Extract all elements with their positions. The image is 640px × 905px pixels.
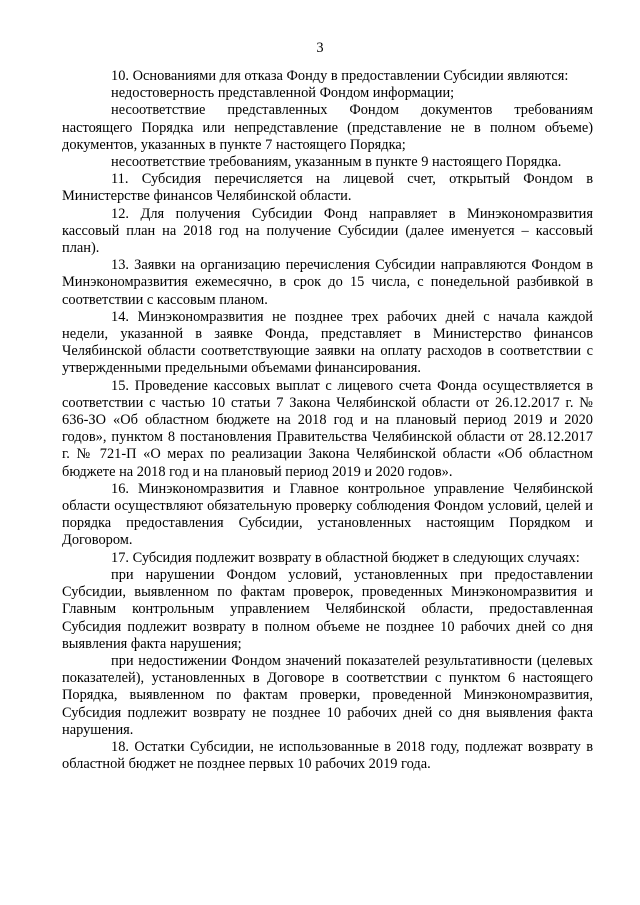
paragraph-item-18: 18. Остатки Субсидии, не использованные в 2018 году, подлежат возврату в областной бюджет не позднее первых 10 рабочих 2019 года. bbox=[62, 738, 593, 773]
paragraph-item-11: 11. Субсидия перечисляется на лицевой счет, открытый Фондом в Министерстве финансов Челябинской области. bbox=[62, 171, 593, 205]
paragraph-reason-3: несоответствие требованиям, указанным в пункте 9 настоящего Порядка. bbox=[111, 154, 562, 171]
paragraph-item-12: 12. Для получения Субсидии Фонд направляет в Минэкономразвития кассовый план на 2018 год на получение Субсидии (далее именуется – кассовый план). bbox=[62, 205, 593, 257]
paragraph-item-13: 13. Заявки на организацию перечисления Субсидии направляются Фондом в Минэкономразвития ежемесячно, в срок до 15 числа, с понедельной разбивкой в соответствии с кассовым планом. bbox=[62, 257, 593, 308]
paragraph-reason-1: недостоверность представленной Фондом информации; bbox=[111, 85, 455, 102]
paragraph-case-1: при нарушении Фондом условий, установленных при предоставлении Субсидии, выявленном по фактам проверок, проведенных Минэкономразвития и Главным контрольным управлением Челябинской области, предоставленная Субсидия подлежит возврату в полном объеме не позднее 10 рабочих дней со дня выявления факта нарушения; bbox=[62, 566, 593, 652]
document-body bbox=[62, 68, 593, 773]
paragraph-item-16: 16. Минэкономразвития и Главное контрольное управление Челябинской области осуществляют обязательную проверку соблюдения Фондом условий, целей и порядка предоставления Субсидии, установленных настоящим Порядком и Договором. bbox=[62, 480, 593, 549]
page-number: 3 bbox=[316, 40, 324, 56]
paragraph-item-14: 14. Минэкономразвития не позднее трех рабочих дней с начала каждой недели, указанной в заявке Фонда, представляет в Министерство финансов Челябинской области соответствующие заявки на оплату расходов в соответствии с утвержденными предельными объемами финансирования. bbox=[62, 308, 593, 377]
paragraph-case-2: при недостижении Фондом значений показателей результативности (целевых показателей), установленных в Договоре в соответствии с пунктом 6 настоящего Порядка, выявленном по фактам проверки, проведенной Минэкономразвития, Субсидия подлежит возврату не позднее 10 рабочих дней со дня выявления факта нарушения. bbox=[62, 652, 593, 738]
paragraph-item-17: 17. Субсидия подлежит возврату в областной бюджет в следующих случаях: bbox=[111, 549, 580, 566]
paragraph-item-15: 15. Проведение кассовых выплат с лицевого счета Фонда осуществляется в соответствии с частью 10 статьи 7 Закона Челябинской области от 26.12.2017 г. № 636-ЗО «Об областном бюджете на 2018 год и на плановый период 2019 и 2020 годов», пунктом 8 постановления Правительства Челябинской области от 28.12.2017 г. № 721-П «О мерах по реализации Закона Челябинской области «Об областном бюджете на 2018 год и на плановый период 2019 и 2020 годов». bbox=[62, 377, 593, 480]
paragraph-reason-2: несоответствие представленных Фондом документов требованиям настоящего Порядка или непредставление (представление не в полном объеме) документов, указанных в пункте 7 настоящего Порядка; bbox=[62, 102, 593, 153]
paragraph-item-10: 10. Основаниями для отказа Фонду в предоставлении Субсидии являются: bbox=[111, 68, 569, 84]
